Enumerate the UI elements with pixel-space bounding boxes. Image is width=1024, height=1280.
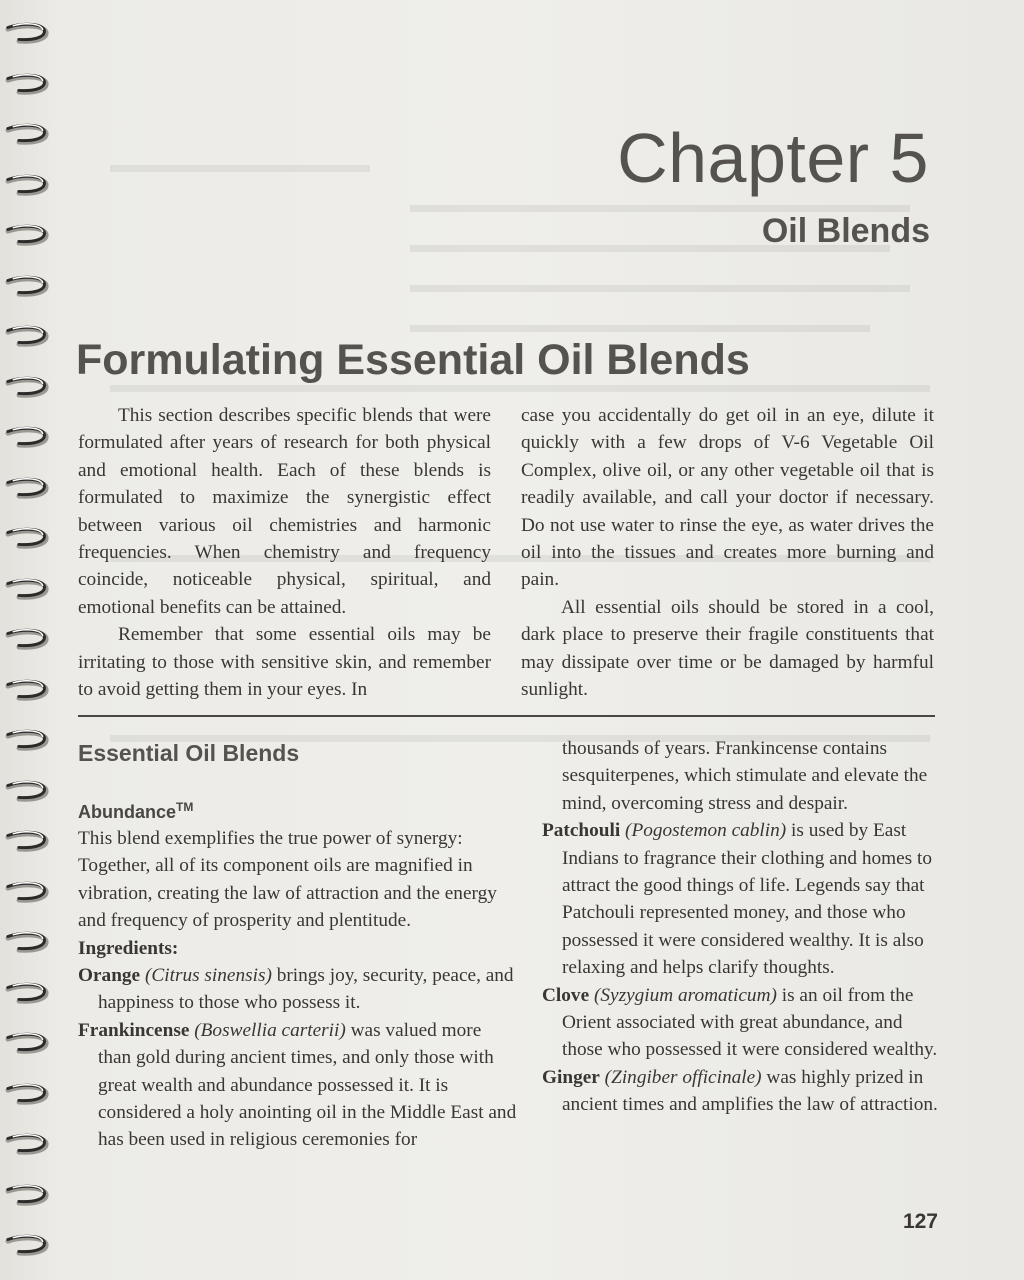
spiral-ring (4, 73, 52, 95)
spiral-ring (4, 275, 52, 297)
ingredient-name: Ginger (542, 1066, 600, 1088)
ingredient-latin: (Citrus sinensis) (144, 965, 272, 987)
ingredient-latin: (Syzygium aromaticum) (593, 984, 777, 1006)
ingredient-patchouli (542, 817, 942, 981)
ingredient-text: is used by East Indians to fragrance their clothing and homes to attract the good things of life. Legends say that Patchouli represented money, and those who possessed it were considered wealthy. It is also relaxing and helps clarify thoughts. (562, 820, 932, 979)
ingredient-ginger (542, 1064, 942, 1119)
spiral-ring (4, 931, 52, 953)
ingredient-text: is an oil from the Orient associated with great abundance, and those who possessed it were considered wealthy. (562, 984, 938, 1061)
spiral-ring (4, 376, 52, 398)
intro-column-right (521, 402, 934, 703)
ingredient-latin: (Pogostemon cablin) (625, 820, 787, 842)
spiral-ring (4, 1184, 52, 1206)
spiral-ring (4, 325, 52, 347)
ingredient-orange (78, 962, 518, 1017)
ingredients-label: Ingredients: (78, 937, 179, 959)
ingredient-name: Orange (78, 965, 141, 987)
blend-name-text: Abundance (78, 802, 177, 822)
spiral-ring (4, 22, 52, 44)
intro-paragraph: case you accidentally do get oil in an eye, dilute it quickly with a few drops of V-6 Vegetable Oil Complex, olive oil, or any other vegetable oil that is readily available, and call your doctor if necessary. Do not use water to rinse the eye, as water drives the oil into the tissues and creates more burning and pain. (521, 405, 934, 591)
spiral-ring (4, 1234, 52, 1256)
spiral-ring (4, 780, 52, 802)
blend-column-left (78, 825, 518, 1154)
section-divider (78, 715, 935, 717)
spiral-ring (4, 123, 52, 145)
ingredient-name: Patchouli (542, 820, 621, 842)
ingredient-text: was highly prized in ancient times and amplifies the law of attraction. (562, 1066, 938, 1116)
spiral-ring (4, 174, 52, 196)
spiral-ring (4, 578, 52, 600)
spiral-ring (4, 830, 52, 852)
section-heading: Formulating Essential Oil Blends (76, 336, 750, 384)
blend-column-right (542, 735, 942, 1119)
intro-paragraph: All essential oils should be stored in a cool, dark place to preserve their fragile constituents that may dissipate over time or be damaged by harmful sunlight. (521, 596, 934, 701)
intro-paragraph: Remember that some essential oils may be irritating to those with sensitive skin, and remember to avoid getting them in your eyes. In (78, 624, 491, 701)
chapter-subtitle: Oil Blends (761, 212, 930, 250)
spiral-ring (4, 477, 52, 499)
intro-paragraph: This section describes specific blends that were formulated after years of research for both physical and emotional health. Each of these blends is formulated to maximize the synergistic effect between various oil chemistries and harmonic frequencies. When chemistry and frequency coincide, noticeable physical, spiritual, and emotional benefits can be attained. (78, 405, 491, 618)
spiral-ring (4, 729, 52, 751)
blend-description: This blend exemplifies the true power of synergy: Together, all of its component oils are magnified in vibration, creating the law of attraction and the energy and frequency of prosperity and plentitude. (78, 828, 497, 932)
ingredient-text: brings joy, security, peace, and happiness to those who possess it. (98, 965, 514, 1014)
spiral-ring (4, 982, 52, 1004)
spiral-binding (0, 0, 60, 1280)
ingredient-name: Clove (542, 984, 590, 1006)
blend-name-abundance (78, 800, 193, 823)
spiral-ring (4, 881, 52, 903)
chapter-title: Chapter 5 (617, 119, 929, 197)
ingredient-frankincense (78, 1017, 518, 1154)
ingredient-text: was valued more than gold during ancient times, and only those with great wealth and abundance possessed it. It is considered a holy anointing oil in the Middle East and has been used in religious ceremonies for (98, 1019, 517, 1151)
ingredient-name: Frankincense (78, 1019, 190, 1041)
spiral-ring (4, 679, 52, 701)
ingredient-latin: (Boswellia carterii) (194, 1019, 346, 1041)
spiral-ring (4, 426, 52, 448)
ingredient-clove (542, 982, 942, 1064)
spiral-ring (4, 1083, 52, 1105)
spiral-ring (4, 224, 52, 246)
spiral-ring (4, 527, 52, 549)
page-number: 127 (902, 1210, 938, 1233)
spiral-ring (4, 1133, 52, 1155)
blends-heading: Essential Oil Blends (78, 740, 300, 766)
intro-column-left (78, 402, 491, 703)
trademark-symbol: TM (176, 800, 194, 814)
ingredient-text-continued: thousands of years. Frankincense contains sesquiterpenes, which stimulate and elevate the mind, overcoming stress and despair. (562, 738, 928, 814)
spiral-ring (4, 628, 52, 650)
ingredient-latin: (Zingiber officinale) (604, 1066, 762, 1088)
spiral-ring (4, 1032, 52, 1054)
